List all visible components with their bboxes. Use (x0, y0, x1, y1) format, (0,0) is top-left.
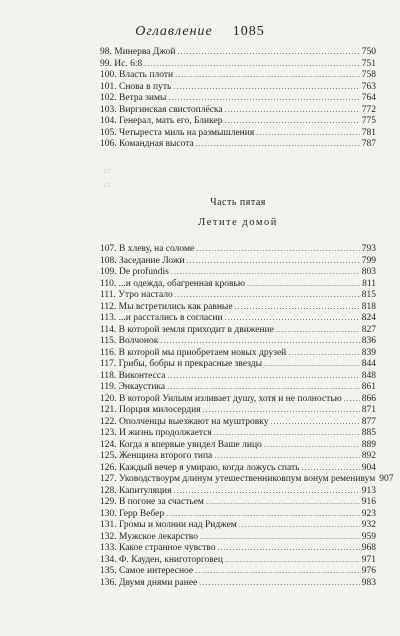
toc-entry (100, 81, 376, 93)
dot-leader (167, 370, 359, 382)
toc-entry-page: 889 (361, 439, 376, 450)
toc-entry (100, 462, 376, 474)
toc-entry (100, 255, 376, 267)
toc-entry-page: 907 (379, 474, 394, 484)
toc-entry-title: 107. В хлеву, на соломе (100, 244, 195, 254)
toc-entry-title: 128. Капитуляция (100, 485, 172, 496)
part-title: Летите домой (198, 217, 278, 228)
dot-leader (196, 138, 360, 150)
toc-entry-page: 932 (361, 520, 376, 530)
toc-entry-page: 751 (361, 58, 376, 69)
toc-entry-title: 115. Волчонок (100, 336, 159, 346)
bleed-through-mark: сг (104, 166, 111, 175)
dot-leader (144, 58, 360, 70)
toc-entry (100, 531, 376, 543)
dot-leader (276, 324, 360, 336)
toc-list-bottom (100, 243, 394, 588)
toc-entry-title: 125. Женщина второго типа (100, 451, 213, 461)
toc-entry (100, 243, 376, 255)
toc-entry-title: 131. Громы и молнии над Риджем (100, 520, 237, 530)
toc-entry (100, 347, 376, 359)
toc-entry (100, 404, 376, 416)
toc-entry (100, 324, 376, 336)
dot-leader (199, 577, 359, 589)
toc-entry-page: 824 (361, 313, 376, 323)
toc-entry (100, 104, 376, 116)
toc-entry-title: 99. Ис. 6:8 (100, 58, 143, 69)
toc-entry-title: 118. Виконтесса (100, 370, 166, 381)
toc-entry-title: 101. Снова в путь (100, 81, 172, 92)
toc-entry-title: 132. Мужское лекарство (100, 531, 198, 542)
header-title: Оглавление (135, 24, 213, 39)
toc-entry-page: 892 (361, 451, 376, 461)
toc-entry-page: 763 (361, 81, 376, 92)
toc-entry-page: 836 (361, 336, 376, 346)
toc-entry (100, 381, 376, 393)
dot-leader (196, 243, 360, 255)
toc-entry-page: 916 (361, 497, 376, 507)
toc-entry-title: 122. Ополченцы выезжают на муштровку (100, 416, 269, 427)
toc-entry-page: 971 (361, 554, 376, 565)
dot-leader (239, 519, 360, 531)
toc-entry (100, 450, 376, 462)
toc-entry (100, 312, 376, 324)
part-label: Часть пятая (210, 197, 266, 208)
toc-entry-title: 134. Ф. Кауден, книготорговец (100, 554, 223, 565)
bleed-through-mark: сг (104, 180, 111, 189)
dot-leader (301, 462, 359, 474)
toc-entry-title: 136. Двумя днями ранее (100, 577, 198, 588)
toc-entry-title: 105. Четыреста миль на размышления (100, 127, 255, 138)
toc-entry-title: 127. Уководствоурм длинум утешественниковпум вонум ременивум (100, 474, 376, 484)
toc-entry (100, 278, 376, 290)
toc-entry (100, 565, 376, 577)
toc-entry-title: 117. Грибы, бобры и прекрасные звезды (100, 359, 262, 369)
toc-entry (100, 289, 376, 301)
dot-leader (256, 127, 360, 139)
dot-leader (160, 335, 359, 347)
toc-entry-title: 102. Ветра зимы (100, 93, 167, 103)
toc-entry-page: 815 (361, 290, 376, 300)
toc-entry-page: 923 (361, 508, 376, 519)
toc-entry-title: 110. ...и одежда, обагренная кровью (100, 278, 245, 289)
dot-leader (218, 542, 360, 554)
toc-entry-title: 126. Каждый вечер я умираю, когда ложусь спать (100, 462, 300, 473)
toc-entry-page: 976 (361, 566, 376, 576)
toc-entry-title: 112. Мы встретились как равные (100, 301, 233, 312)
toc-entry-title: 114. В которой земля приходит в движение (100, 324, 274, 335)
dot-leader (166, 508, 360, 520)
toc-entry-title: 130. Герр Вебер (100, 508, 165, 519)
toc-entry-page: 764 (361, 93, 376, 103)
dot-leader (187, 255, 360, 267)
dot-leader (200, 531, 360, 543)
toc-entry (100, 58, 376, 70)
dot-leader (264, 439, 360, 451)
dot-leader (175, 69, 360, 81)
dot-leader (264, 358, 360, 370)
toc-entry (100, 554, 376, 566)
toc-entry-page: 827 (361, 324, 376, 335)
toc-entry (100, 370, 376, 382)
running-header (0, 24, 400, 40)
dot-leader (177, 46, 359, 58)
dot-leader (225, 104, 360, 116)
toc-entry (100, 439, 376, 451)
dot-leader (344, 393, 360, 405)
toc-entry-page: 866 (361, 393, 376, 404)
toc-entry-page: 839 (361, 347, 376, 358)
dot-leader (288, 347, 359, 359)
toc-entry (100, 301, 376, 313)
toc-entry-title: 135. Самое интересное (100, 566, 194, 576)
dot-leader (271, 416, 360, 428)
toc-entry-title: 104. Генерал, мать его, Бликер (100, 116, 223, 126)
dot-leader (167, 381, 360, 393)
toc-entry-page: 787 (361, 139, 376, 149)
toc-entry (100, 519, 376, 531)
dot-leader (203, 404, 360, 416)
toc-entry-page: 781 (361, 127, 376, 138)
toc-entry-page: 775 (361, 116, 376, 126)
toc-entry (100, 485, 376, 497)
toc-entry-page: 904 (361, 462, 376, 473)
toc-entry-title: 123. И жизнь продолжается (100, 428, 212, 438)
toc-entry-title: 103. Виргинская свистоплёска (100, 104, 223, 115)
toc-entry (100, 393, 376, 405)
toc-entry-page: 885 (361, 428, 376, 438)
toc-entry-title: 109. De profundis (100, 267, 169, 277)
toc-entry-page: 799 (361, 255, 376, 266)
toc-entry (100, 508, 376, 520)
dot-leader (214, 450, 359, 462)
toc-entry-title: 113. ...и расстались в согласии (100, 313, 223, 323)
toc-entry-page: 959 (361, 531, 376, 542)
dot-leader (247, 278, 360, 290)
toc-entry (100, 92, 376, 104)
toc-entry (100, 496, 376, 508)
toc-entry-page: 818 (361, 301, 376, 312)
toc-entry-title: 119. Энкаустика (100, 382, 166, 392)
dot-leader (214, 427, 360, 439)
toc-entry (100, 358, 376, 370)
dot-leader (206, 496, 360, 508)
toc-list-top (100, 46, 376, 150)
toc-entry-page: 772 (361, 104, 376, 115)
dot-leader (225, 312, 360, 324)
toc-entry-title: 100. Власть плоти (100, 70, 174, 80)
toc-entry (100, 138, 376, 150)
toc-entry-title: 124. Когда я впервые увидел Ваше лицо (100, 439, 262, 450)
toc-entry-title: 133. Какое странное чувство (100, 543, 216, 553)
dot-leader (173, 81, 359, 93)
toc-entry-page: 968 (361, 543, 376, 553)
toc-entry (100, 416, 376, 428)
toc-entry-page: 983 (361, 577, 376, 588)
dot-leader (235, 301, 360, 313)
toc-entry (100, 69, 376, 81)
dot-leader (224, 115, 359, 127)
toc-entry (100, 577, 376, 589)
toc-entry (100, 473, 394, 485)
dot-leader (175, 289, 360, 301)
dot-leader (225, 554, 360, 566)
toc-entry (100, 266, 376, 278)
toc-entry (100, 427, 376, 439)
dot-leader (173, 485, 359, 497)
toc-entry-page: 793 (361, 244, 376, 254)
toc-entry-title: 111. Утро настало (100, 290, 173, 300)
toc-entry-title: 121. Порция милосердия (100, 405, 201, 415)
toc-entry-page: 913 (361, 485, 376, 496)
toc-entry-page: 848 (361, 370, 376, 381)
toc-entry (100, 335, 376, 347)
toc-entry (100, 542, 376, 554)
header-page-number: 1085 (232, 24, 265, 39)
toc-entry-page: 871 (361, 405, 376, 415)
toc-entry-page: 750 (361, 47, 376, 57)
toc-entry (100, 46, 376, 58)
toc-entry-page: 877 (361, 416, 376, 427)
dot-leader (171, 266, 360, 278)
toc-entry-title: 108. Заседание Ложи (100, 255, 185, 266)
toc-entry-title: 120. В которой Уильям изливает душу, хотя и не полностью (100, 393, 342, 404)
toc-entry-page: 811 (362, 278, 376, 289)
toc-entry (100, 115, 376, 127)
dot-leader (195, 565, 360, 577)
toc-entry-title: 116. В которой мы приобретаем новых друзей (100, 347, 287, 358)
toc-entry (100, 127, 376, 139)
toc-entry-title: 129. В погоне за счастьем (100, 497, 204, 507)
toc-entry-page: 758 (361, 70, 376, 80)
toc-entry-page: 861 (361, 382, 376, 392)
toc-entry-page: 844 (361, 359, 376, 369)
toc-entry-title: 106. Командная высота (100, 139, 194, 149)
dot-leader (168, 92, 359, 104)
toc-entry-page: 803 (361, 267, 376, 277)
toc-entry-title: 98. Минерва Джой (100, 47, 176, 57)
